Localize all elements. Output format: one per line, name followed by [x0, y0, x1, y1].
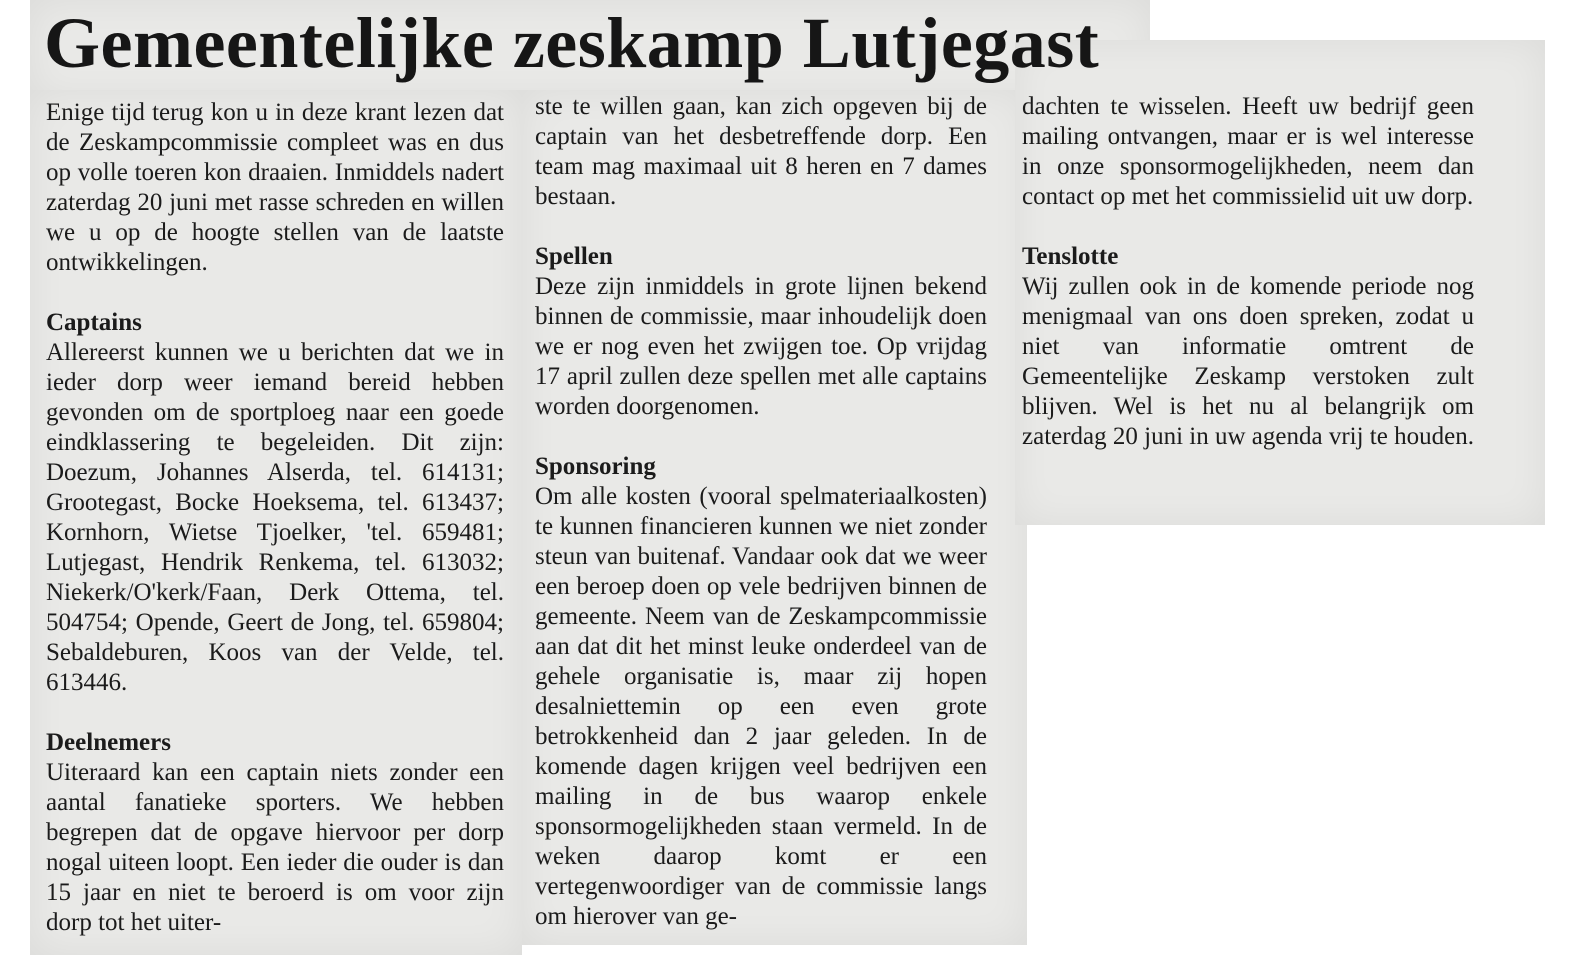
article-column-3: [1022, 92, 1474, 452]
spellen-heading: Spellen: [535, 243, 613, 270]
spellen-paragraph: Deze zijn inmiddels in grote lijnen bekend binnen de commissie, maar inhoudelijk doen we er nog even het zwijgen toe. Op vrijdag 17 april zullen deze spellen met alle captains worden doorgenomen.: [535, 273, 987, 420]
tenslotte-paragraph: Wij zullen ook in de komende periode nog menigmaal van ons doen spreken, zodat u niet van informatie omtrent de Gemeentelijke Zeskamp verstoken zult blijven. Wel is het nu al belangrijk om zaterdag 20 juni in uw agenda vrij te houden.: [1022, 273, 1474, 450]
deelnemers-paragraph-part-1: Uiteraard kan een captain niets zonder een aantal fanatieke sporters. We hebben begrepen dat de opgave hiervoor per dorp nogal uiteen loopt. Een ieder die ouder is dan 15 jaar en niet te beroerd is om voor zijn dorp tot het uiter-: [46, 759, 504, 936]
article-column-2: [535, 92, 987, 932]
sponsoring-heading: Sponsoring: [535, 453, 656, 480]
intro-paragraph: Enige tijd terug kon u in deze krant lezen dat de Zeskampcommissie compleet was en dus op volle toeren kon draaien. Inmiddels nadert zaterdag 20 juni met rasse schreden en willen we u op de hoogte stellen van de laatste ontwikkelingen.: [46, 99, 504, 276]
deelnemers-heading: Deelnemers: [46, 729, 171, 756]
deelnemers-paragraph-part-2: ste te willen gaan, kan zich opgeven bij de captain van het desbetreffende dorp. Een team mag maximaal uit 8 heren en 7 dames bestaan.: [535, 93, 987, 210]
article-column-1: [46, 98, 504, 938]
captains-paragraph: Allereerst kunnen we u berichten dat we in ieder dorp weer iemand bereid hebben gevonden om de sportploeg naar een goede eindklassering te begeleiden. Dit zijn: Doezum, Johannes Alserda, tel. 614131; Grootegast, Bocke Hoeksema, tel. 613437; Kornhorn, Wietse Tjoelker, 'tel. 659481; Lutjegast, Hendrik Renkema, tel. 613032; Niekerk/O'kerk/Faan, Derk Ottema, tel. 504754; Opende, Geert de Jong, tel. 659804; Sebaldeburen, Koos van der Velde, tel. 613446.: [46, 339, 504, 696]
sponsoring-paragraph-part-2: dachten te wisselen. Heeft uw bedrijf geen mailing ontvangen, maar er is wel interesse in onze sponsormogelijkheden, neem dan contact op met het commissielid uit uw dorp.: [1022, 93, 1474, 210]
article-title: Gemeentelijke zeskamp Lutjegast: [44, 3, 1100, 83]
tenslotte-heading: Tenslotte: [1022, 243, 1119, 270]
sponsoring-paragraph-part-1: Om alle kosten (vooral spelmateriaalkosten) te kunnen financieren kunnen we niet zonder steun van buitenaf. Vandaar ook dat we weer een beroep doen op vele bedrijven binnen de gemeente. Neem van de Zeskampcommissie aan dat dit het minst leuke onderdeel van de gehele organisatie is, maar zij hopen desalniettemin op een even grote betrokkenheid dan 2 jaar geleden. In de komende dagen krijgen veel bedrijven een mailing in de bus waarop enkele sponsormogelijkheden staan vermeld. In de weken daarop komt er een vertegenwoordiger van de commissie langs om hierover van ge-: [535, 483, 987, 930]
captains-heading: Captains: [46, 309, 142, 336]
